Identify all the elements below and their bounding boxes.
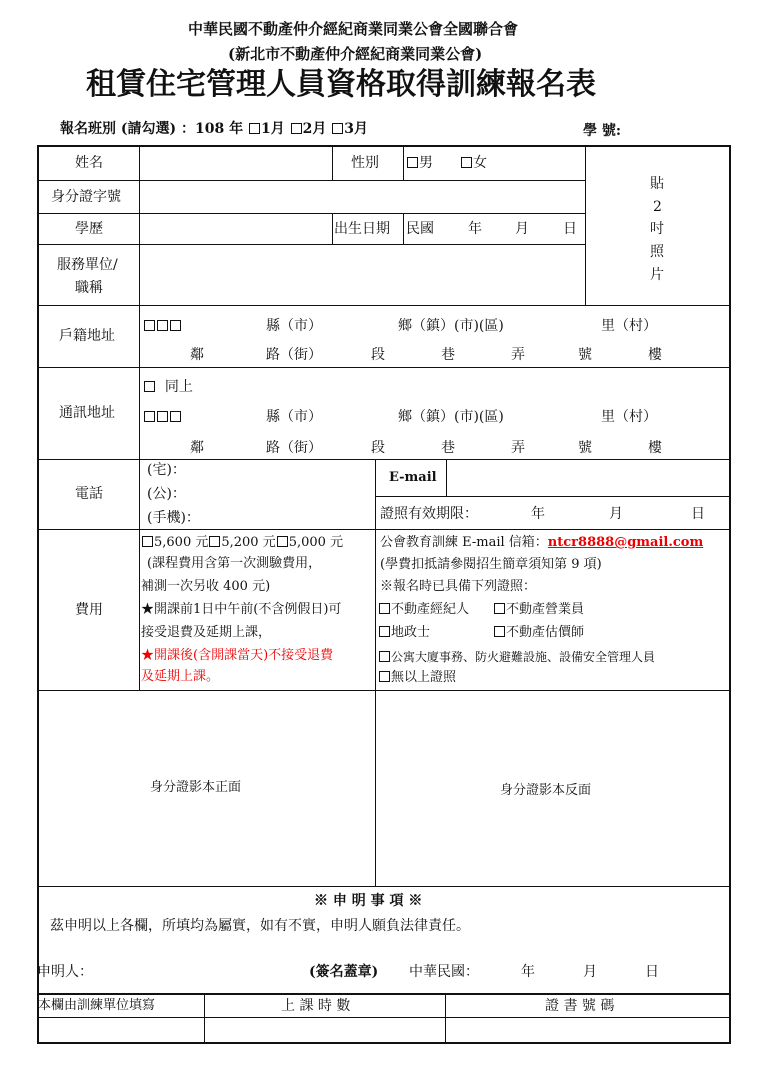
declaration-month: 月 xyxy=(583,964,597,980)
birth-minguo: 民國 xyxy=(406,221,434,237)
id-copy-front: 身分證影本正面 xyxy=(150,780,242,795)
gender-male-option[interactable] xyxy=(406,156,433,170)
page-title: 租賃住宅管理人員資格取得訓練報名表 xyxy=(86,67,596,102)
fee-5000-checkbox[interactable] xyxy=(277,536,288,547)
phone-mobile-label: (手機)： xyxy=(147,510,200,526)
female-label: 女 xyxy=(473,155,487,171)
course-hours-header: 上 課 時 數 xyxy=(281,998,351,1014)
education-label: 學歷 xyxy=(75,221,103,237)
photo-text-1: 貼 xyxy=(650,176,664,192)
office-use-label: 本欄由訓練單位填寫 xyxy=(38,998,156,1013)
mailing-county: 縣（市） xyxy=(266,409,322,425)
cert-land-admin-label: 地政士 xyxy=(391,625,431,640)
female-checkbox[interactable] xyxy=(461,157,472,168)
household-section: 段 xyxy=(371,347,385,363)
photo-text-3: 吋 xyxy=(650,221,664,237)
class-mar-checkbox[interactable] xyxy=(332,123,343,134)
cert-building-manager-label: 公寓大廈事務、防火避難設施、設備安全管理人員 xyxy=(391,650,656,664)
class-feb-label: 2月 xyxy=(302,121,327,137)
phone-label: 電話 xyxy=(75,486,103,502)
cert-expiry-month: 月 xyxy=(609,506,623,522)
cert-building-manager-checkbox[interactable] xyxy=(379,651,390,662)
class-jan-label: 1月 xyxy=(260,121,285,137)
fee-options xyxy=(141,536,343,549)
male-checkbox[interactable] xyxy=(407,157,418,168)
class-selector xyxy=(60,122,368,136)
household-alley: 弄 xyxy=(511,347,525,363)
id-number-label: 身分證字號 xyxy=(51,189,121,205)
mailing-alley: 弄 xyxy=(511,440,525,456)
signature-seal-label: (簽名蓋章) xyxy=(309,964,379,980)
class-jan-checkbox[interactable] xyxy=(249,123,260,134)
id-copy-back: 身分證影本反面 xyxy=(500,783,592,798)
education-field[interactable] xyxy=(141,215,331,243)
mailing-postcode[interactable] xyxy=(143,410,182,424)
org-name: 中華民國不動產仲介經紀商業同業公會全國聯合會 xyxy=(188,20,519,38)
fee-5600-label: 5,600 元 xyxy=(154,535,209,550)
class-feb-checkbox[interactable] xyxy=(291,123,302,134)
fee-refund-note-1: ★開課前1日中午前(不含例假日)可 xyxy=(141,602,342,617)
name-label: 姓名 xyxy=(75,155,103,171)
fee-no-refund-note-1: ★開課後(含開課當天)不接受退費 xyxy=(141,648,334,663)
fee-5200-label: 5,200 元 xyxy=(221,535,276,550)
mailing-section: 段 xyxy=(371,440,385,456)
cert-broker-label: 不動產經紀人 xyxy=(391,602,470,617)
mailing-town: 鄉（鎮）(市)(區) xyxy=(398,409,504,425)
mailing-floor: 樓 xyxy=(648,440,662,456)
photo-text-2: 2 xyxy=(653,199,662,215)
declaration-title: ※ 申 明 事 項 ※ xyxy=(314,893,423,909)
workplace-field[interactable] xyxy=(141,246,583,304)
birth-month: 月 xyxy=(515,221,529,237)
household-floor: 樓 xyxy=(648,347,662,363)
mailing-same-option[interactable] xyxy=(143,380,193,394)
household-neighbor: 鄰 xyxy=(190,347,204,363)
photo-text-4: 照 xyxy=(650,244,664,260)
household-road: 路（街） xyxy=(266,347,322,363)
household-number: 號 xyxy=(578,347,592,363)
photo-text-5: 片 xyxy=(650,267,664,283)
fee-5000-label: 5,000 元 xyxy=(288,535,344,550)
phone-home-label: (宅)： xyxy=(147,462,186,478)
training-email-line xyxy=(380,536,703,549)
tuition-deduction-note: (學費扣抵請參閱招生簡章須知第 9 項) xyxy=(380,557,602,572)
household-lane: 巷 xyxy=(441,347,455,363)
cert-building-manager-option[interactable] xyxy=(378,651,655,663)
fee-note-1: (課程費用含第一次測驗費用， xyxy=(147,556,322,571)
cert-agent-checkbox[interactable] xyxy=(494,603,505,614)
cert-agent-option[interactable] xyxy=(493,603,584,616)
mailing-neighbor: 鄰 xyxy=(190,440,204,456)
student-number-label: 學 號: xyxy=(583,123,622,139)
cert-broker-option[interactable] xyxy=(378,603,469,616)
cert-expiry-label: 證照有效期限： xyxy=(380,506,478,522)
household-county: 縣（市） xyxy=(266,318,322,334)
cert-agent-label: 不動產營業員 xyxy=(506,602,585,617)
name-field[interactable] xyxy=(141,147,331,179)
class-mar-label: 3月 xyxy=(344,121,368,137)
org-subname: (新北市不動產仲介經紀商業同業公會) xyxy=(228,45,483,63)
same-label: 同上 xyxy=(164,379,193,395)
training-email-link[interactable]: ntcr8888@gmail.com xyxy=(547,535,704,550)
cert-none-option[interactable] xyxy=(378,671,456,684)
male-label: 男 xyxy=(419,155,433,171)
certificate-number-header: 證 書 號 碼 xyxy=(545,998,615,1014)
cert-appraiser-label: 不動產估價師 xyxy=(506,625,585,640)
certificates-heading: ※報名時已具備下列證照： xyxy=(380,579,537,594)
cert-broker-checkbox[interactable] xyxy=(379,603,390,614)
workplace-label: 服務單位/ xyxy=(57,257,118,273)
fee-no-refund-note-2: 及延期上課。 xyxy=(141,669,220,684)
birth-year: 年 xyxy=(468,221,482,237)
fee-note-2: 補測一次另收 400 元) xyxy=(141,579,271,594)
gender-label: 性別 xyxy=(351,155,379,171)
training-email-label: 公會教育訓練 E-mail 信箱： xyxy=(380,535,548,550)
fee-5200-checkbox[interactable] xyxy=(209,536,220,547)
gender-female-option[interactable] xyxy=(460,156,487,170)
cert-none-label: 無以上證照 xyxy=(391,670,457,685)
declaration-year: 年 xyxy=(521,964,535,980)
cert-land-admin-option[interactable] xyxy=(378,626,430,639)
mailing-number: 號 xyxy=(578,440,592,456)
cert-expiry-year: 年 xyxy=(531,506,545,522)
fee-refund-note-2: 接受退費及延期上課， xyxy=(141,625,272,640)
cert-appraiser-checkbox[interactable] xyxy=(494,626,505,637)
email-label: E-mail xyxy=(389,470,437,485)
email-field[interactable] xyxy=(448,461,728,495)
declaration-text: 茲申明以上各欄，所填均為屬實，如有不實，申明人願負法律責任。 xyxy=(50,918,470,934)
household-address-label: 戶籍地址 xyxy=(59,328,115,344)
fee-label: 費用 xyxy=(75,602,103,618)
household-village: 里（村） xyxy=(601,318,657,334)
class-label: 報名班別 (請勾選) ：108 年 xyxy=(60,121,244,137)
cert-expiry-day: 日 xyxy=(691,506,705,522)
cert-none-checkbox[interactable] xyxy=(379,671,390,682)
mailing-address-label: 通訊地址 xyxy=(59,405,115,421)
declaration-date-label: 中華民國： xyxy=(409,964,479,980)
id-number-field[interactable] xyxy=(141,182,583,212)
household-postcode[interactable] xyxy=(143,319,182,333)
cert-land-admin-checkbox[interactable] xyxy=(379,626,390,637)
applicant-label: 申明人： xyxy=(37,964,93,980)
job-title-label: 職稱 xyxy=(75,280,103,296)
same-checkbox[interactable] xyxy=(144,381,155,392)
birth-day: 日 xyxy=(563,221,577,237)
mailing-road: 路（街） xyxy=(266,440,322,456)
fee-5600-checkbox[interactable] xyxy=(142,536,153,547)
mailing-lane: 巷 xyxy=(441,440,455,456)
birth-date-label: 出生日期 xyxy=(334,221,390,237)
household-town: 鄉（鎮）(市)(區) xyxy=(398,318,504,334)
cert-appraiser-option[interactable] xyxy=(493,626,584,639)
declaration-day: 日 xyxy=(645,964,659,980)
mailing-village: 里（村） xyxy=(601,409,657,425)
phone-office-label: (公)： xyxy=(147,486,186,502)
